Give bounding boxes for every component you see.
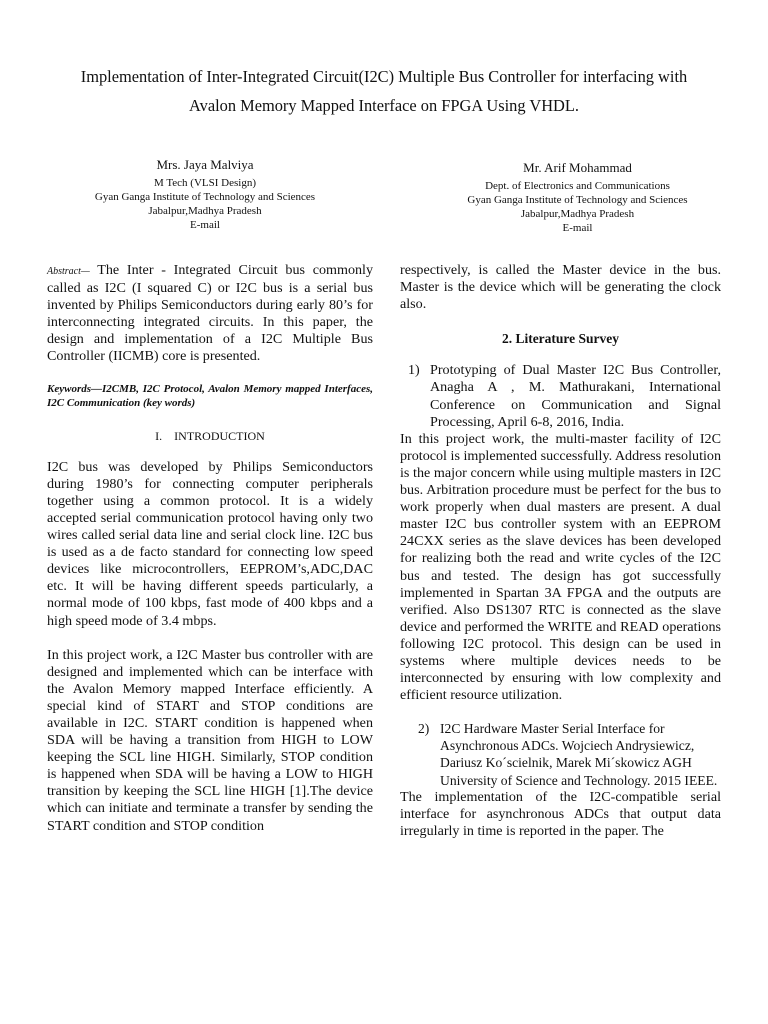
reference-item-2 (418, 720, 721, 788)
reference-2-summary: The implementation of the I2C-compatible serial interface for asynchronous ADCs that output data irregularly in time is reported in the paper. The (400, 788, 721, 839)
reference-item-1 (408, 362, 721, 430)
author-institute: Gyan Ganga Institute of Technology and Sciences (94, 191, 316, 203)
author-location: Jabalpur,Madhya Pradesh (520, 208, 635, 220)
author-location: Jabalpur,Madhya Pradesh (148, 205, 262, 217)
author-block-1 (40, 156, 370, 232)
author-email: E-mail (562, 222, 593, 234)
author-dept: Dept. of Electronics and Communications (485, 180, 670, 192)
intro-paragraph-1: I2C bus was developed by Philips Semiconductors during 1980’s for connecting computer peripherals together using a common protocol. It is a widely accepted serial communication protocol having only two wires called serial data line and serial clock line. I2C bus is used as a de facto standard for connecting low speed devices like microcontrollers, EEPROM’s,ADC,DAC etc. It will be having different speeds particularly, a normal mode of 100 kbps, fast mode of 400 kbps and a high speed mode of 3.4 mbps. (47, 458, 373, 629)
author-name: Mrs. Jaya Malviya (156, 157, 254, 172)
reference-text: I2C Hardware Master Serial Interface for Asynchronous ADCs. Wojciech Andrysiewicz, Dariusz Ko´scielnik, Marek Mi´skowicz AGH University of Science and Technology. 2015 IEEE. (440, 721, 718, 788)
literature-survey-heading: 2. Literature Survey (501, 331, 620, 347)
section-title: INTRODUCTION (174, 428, 265, 443)
title-line-1: Implementation of Inter-Integrated Circuit(I2C) Multiple Bus Controller for interfacing with (80, 67, 688, 86)
author-email: E-mail (190, 219, 220, 231)
abstract (47, 262, 373, 366)
author-block-2 (410, 159, 745, 235)
abstract-text: The Inter - Integrated Circuit bus commonly called as I2C (I squared C) or I2C bus is a serial bus invented by Philips Semiconductors during early 80’s for interconnecting integrated circuits. In this paper, the design and implementation of a I2C Multiple Bus Controller (IICMB) core is presented. (47, 262, 373, 365)
section-number: I. (155, 428, 163, 443)
reference-number: 1) (408, 362, 420, 379)
section-heading-introduction (47, 428, 373, 445)
keywords: Keywords—I2CMB, I2C Protocol, Avalon Memory mapped Interfaces, I2C Communication (key words) (47, 382, 373, 409)
continuation-paragraph: respectively, is called the Master device in the bus. Master is the device which will be generating the clock also. (400, 262, 721, 313)
right-column (400, 262, 721, 840)
author-name: Mr. Arif Mohammad (523, 160, 632, 175)
reference-1-summary: In this project work, the multi-master facility of I2C protocol is implemented successfully. Address resolution is the major concern while using multiple masters in I2C bus. Arbitration procedure must be perfect for the bus to work properly when dual masters are present. A dual master I2C bus controller system with an EEPROM 24CXX series as the slave devices has been developed for realizing both the read and write cycles of the I2C bus and tested. The design has got successfully implemented in Spartan 3A FPGA and the outputs are verified. Also DS1307 RTC is connected as the slave device and performed the WRITE and READ operations following I2C protocol. This design can be used in systems where multiple devices needs to be interconnected by ensuring with low complexity and efficient resource utilization. (400, 430, 721, 704)
title-line-2: Avalon Memory Mapped Interface on FPGA Using VHDL. (189, 96, 579, 115)
left-column (47, 262, 373, 835)
author-institute: Gyan Ganga Institute of Technology and Sciences (467, 194, 688, 206)
paper-title (30, 62, 738, 120)
author-degree: M Tech (VLSI Design) (154, 177, 256, 189)
abstract-label: Abstract— (47, 266, 90, 277)
intro-paragraph-2: In this project work, a I2C Master bus controller with are designed and implemented which can be interface with the Avalon Memory mapped Interface efficiently. A special kind of START and STOP conditions are available in I2C. START condition is happened when SDA will be having a transition from HIGH to LOW keeping the SCL line HIGH. Similarly, STOP condition is happened when SDA will be having a LOW to HIGH transition by keeping the SCL line HIGH [1].The device which can initiate and terminate a transfer by sending the START condition and STOP condition (47, 646, 373, 834)
reference-number: 2) (418, 721, 430, 737)
reference-text: Prototyping of Dual Master I2C Bus Controller, Anagha A , M. Mathurakani, International Conference on Communication and Signal Processing, April 6-8, 2016, India. (430, 362, 721, 430)
